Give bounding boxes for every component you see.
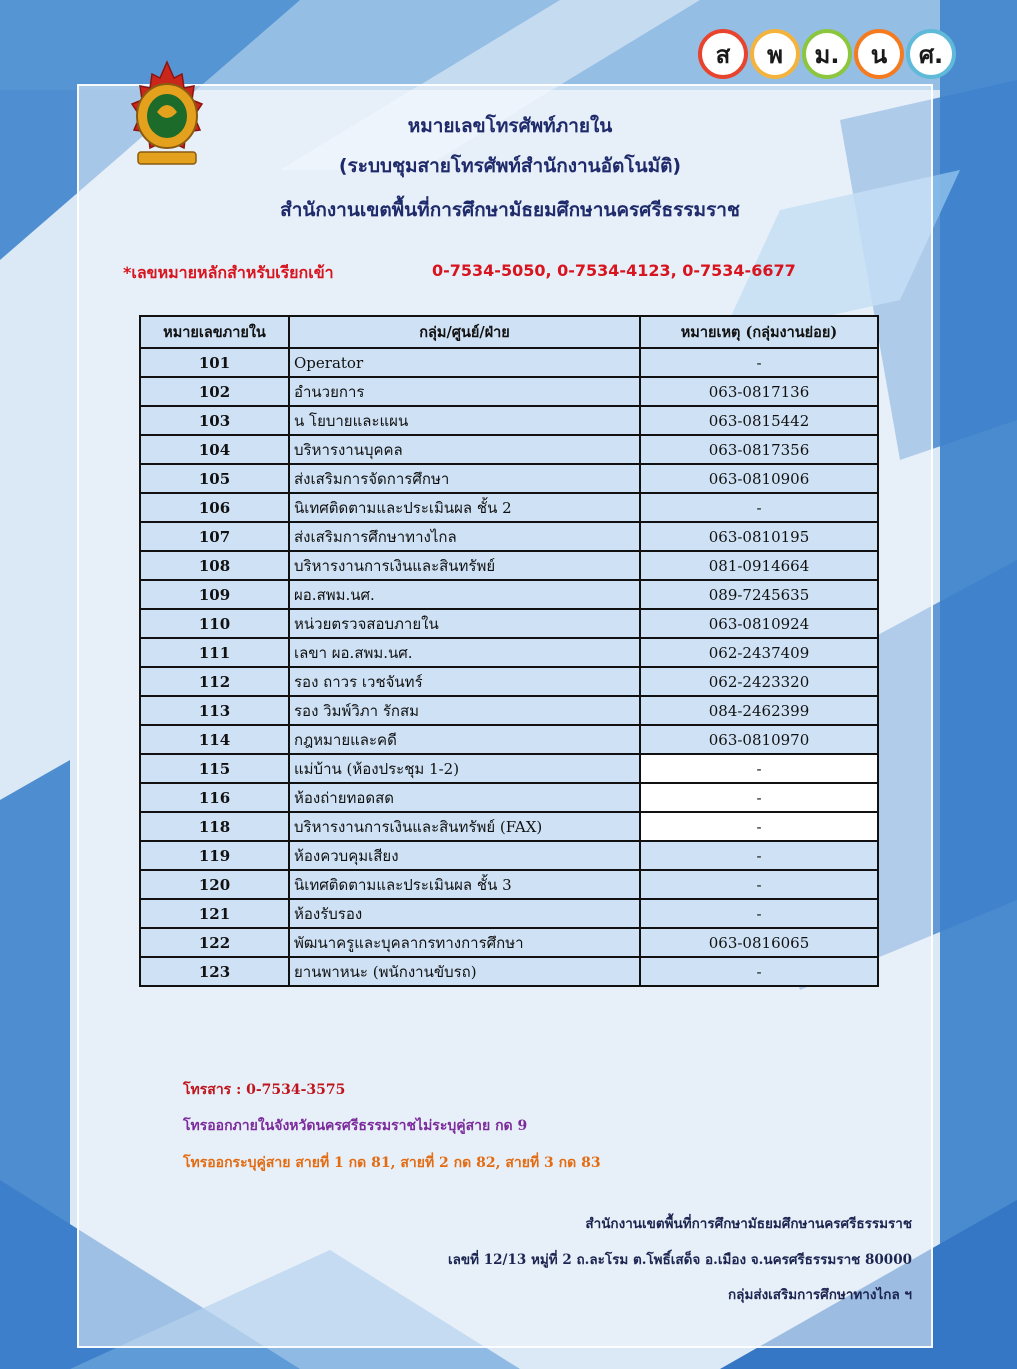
table-row [140,696,878,725]
note-cell: 062-2423320 [640,667,878,696]
note-cell: - [640,957,878,986]
extension-cell: 114 [140,725,289,754]
footer-address: เลขที่ 12/13 หมู่ที่ 2 ถ.ละโรม ต.โพธิ์เสด็จ อ.เมือง จ.นครศรีธรรมราช 80000 [448,1252,912,1268]
department-cell: รอง วิมพ์วิภา รักสม [289,696,640,725]
department-cell: ห้องถ่ายทอดสด [289,783,640,812]
main-numbers [123,261,823,286]
department-cell: บริหารงานการเงินและสินทรัพย์ (FAX) [289,812,640,841]
extension-cell: 121 [140,899,289,928]
extension-table [139,315,879,987]
title-line-3: สำนักงานเขตพื้นที่การศึกษามัธยมศึกษานครศรีธรรมราช [280,199,740,221]
title-line-2: (ระบบชุมสายโทรศัพท์สำนักงานอัตโนมัติ) [338,155,682,177]
table-row [140,348,878,377]
extension-cell: 106 [140,493,289,522]
department-cell: อำนวยการ [289,377,640,406]
extension-cell: 101 [140,348,289,377]
note-cell: 062-2437409 [640,638,878,667]
department-cell: น โยบายและแผน [289,406,640,435]
title-line-1: หมายเลขโทรศัพท์ภายใน [407,115,613,137]
note-cell: - [640,812,878,841]
note-cell: 084-2462399 [640,696,878,725]
brand-letter: พ [767,41,783,69]
table-row [140,406,878,435]
extension-cell: 123 [140,957,289,986]
main-numbers-label: *เลขหมายหลักสำหรับเรียกเข้า [123,263,334,282]
note-cell: 063-0815442 [640,406,878,435]
note-cell: 063-0810924 [640,609,878,638]
extension-cell: 102 [140,377,289,406]
extension-cell: 113 [140,696,289,725]
table-row [140,638,878,667]
table-row [140,870,878,899]
table-row [140,812,878,841]
department-cell: ห้องควบคุมเสียง [289,841,640,870]
extension-cell: 104 [140,435,289,464]
line-call-note: โทรออกระบุคู่สาย สายที่ 1 กด 81, สายที่ 2 กด 82, สายที่ 3 กด 83 [183,1155,601,1171]
note-cell: 063-0816065 [640,928,878,957]
brand-letter: ศ. [918,41,944,69]
extension-cell: 118 [140,812,289,841]
note-cell: 063-0810970 [640,725,878,754]
note-cell: - [640,754,878,783]
extension-cell: 107 [140,522,289,551]
note-cell: 063-0817136 [640,377,878,406]
table-row [140,754,878,783]
department-cell: เลขา ผอ.สพม.นศ. [289,638,640,667]
extension-cell: 116 [140,783,289,812]
fax-note: โทรสาร : 0-7534-3575 [183,1082,346,1098]
brand-letter: ม. [814,41,840,69]
department-cell: บริหารงานบุคคล [289,435,640,464]
table-row [140,493,878,522]
note-cell: - [640,870,878,899]
note-cell: 081-0914664 [640,551,878,580]
table-row [140,841,878,870]
extension-cell: 103 [140,406,289,435]
header-extension: หมายเลขภายใน [140,316,289,348]
department-cell: ยานพาหนะ (พนักงานขับรถ) [289,957,640,986]
table-row [140,551,878,580]
department-cell: Operator [289,348,640,377]
note-cell: - [640,899,878,928]
header-note: หมายเหตุ (กลุ่มงานย่อย) [640,316,878,348]
department-cell: บริหารงานการเงินและสินทรัพย์ [289,551,640,580]
extension-cell: 119 [140,841,289,870]
brand-letter: น [870,41,888,69]
department-cell: นิเทศติดตามและประเมินผล ชั้น 2 [289,493,640,522]
extension-cell: 110 [140,609,289,638]
province-call-note: โทรออกภายในจังหวัดนครศรีธรรมราชไม่ระบุคู่สาย กด 9 [183,1118,528,1134]
note-cell: 063-0810906 [640,464,878,493]
brand-letter: ส [715,41,731,69]
department-cell: รอง ถาวร เวชจันทร์ [289,667,640,696]
footer-office: สำนักงานเขตพื้นที่การศึกษามัธยมศึกษานครศรีธรรมราช [585,1216,912,1232]
note-cell: 063-0817356 [640,435,878,464]
department-cell: กฎหมายและคดี [289,725,640,754]
department-cell: แม่บ้าน (ห้องประชุม 1-2) [289,754,640,783]
note-cell: 063-0810195 [640,522,878,551]
department-cell: ส่งเสริมการจัดการศึกษา [289,464,640,493]
table-header-row [140,316,878,348]
table-row [140,725,878,754]
table-row [140,957,878,986]
extension-cell: 120 [140,870,289,899]
department-cell: พัฒนาครูและบุคลากรทางการศึกษา [289,928,640,957]
extension-cell: 111 [140,638,289,667]
table-row [140,928,878,957]
main-numbers-values: 0-7534-5050, 0-7534-4123, 0-7534-6677 [432,261,796,280]
table-row [140,609,878,638]
extension-cell: 122 [140,928,289,957]
extension-cell: 109 [140,580,289,609]
note-cell: - [640,783,878,812]
table-row [140,522,878,551]
note-cell: - [640,493,878,522]
footer-group: กลุ่มส่งเสริมการศึกษาทางไกล ฯ [728,1287,912,1303]
department-cell: ส่งเสริมการศึกษาทางไกล [289,522,640,551]
table-row [140,377,878,406]
department-cell: ผอ.สพม.นศ. [289,580,640,609]
extension-cell: 112 [140,667,289,696]
table-row [140,580,878,609]
extension-cell: 115 [140,754,289,783]
department-cell: ห้องรับรอง [289,899,640,928]
table-row [140,464,878,493]
note-cell: 089-7245635 [640,580,878,609]
table-row [140,783,878,812]
extension-cell: 108 [140,551,289,580]
header-department: กลุ่ม/ศูนย์/ฝ่าย [289,316,640,348]
department-cell: หน่วยตรวจสอบภายใน [289,609,640,638]
department-cell: นิเทศติดตามและประเมินผล ชั้น 3 [289,870,640,899]
note-cell: - [640,841,878,870]
table-row [140,899,878,928]
note-cell: - [640,348,878,377]
table-row [140,667,878,696]
brand-badge [696,27,958,81]
table-row [140,435,878,464]
extension-cell: 105 [140,464,289,493]
